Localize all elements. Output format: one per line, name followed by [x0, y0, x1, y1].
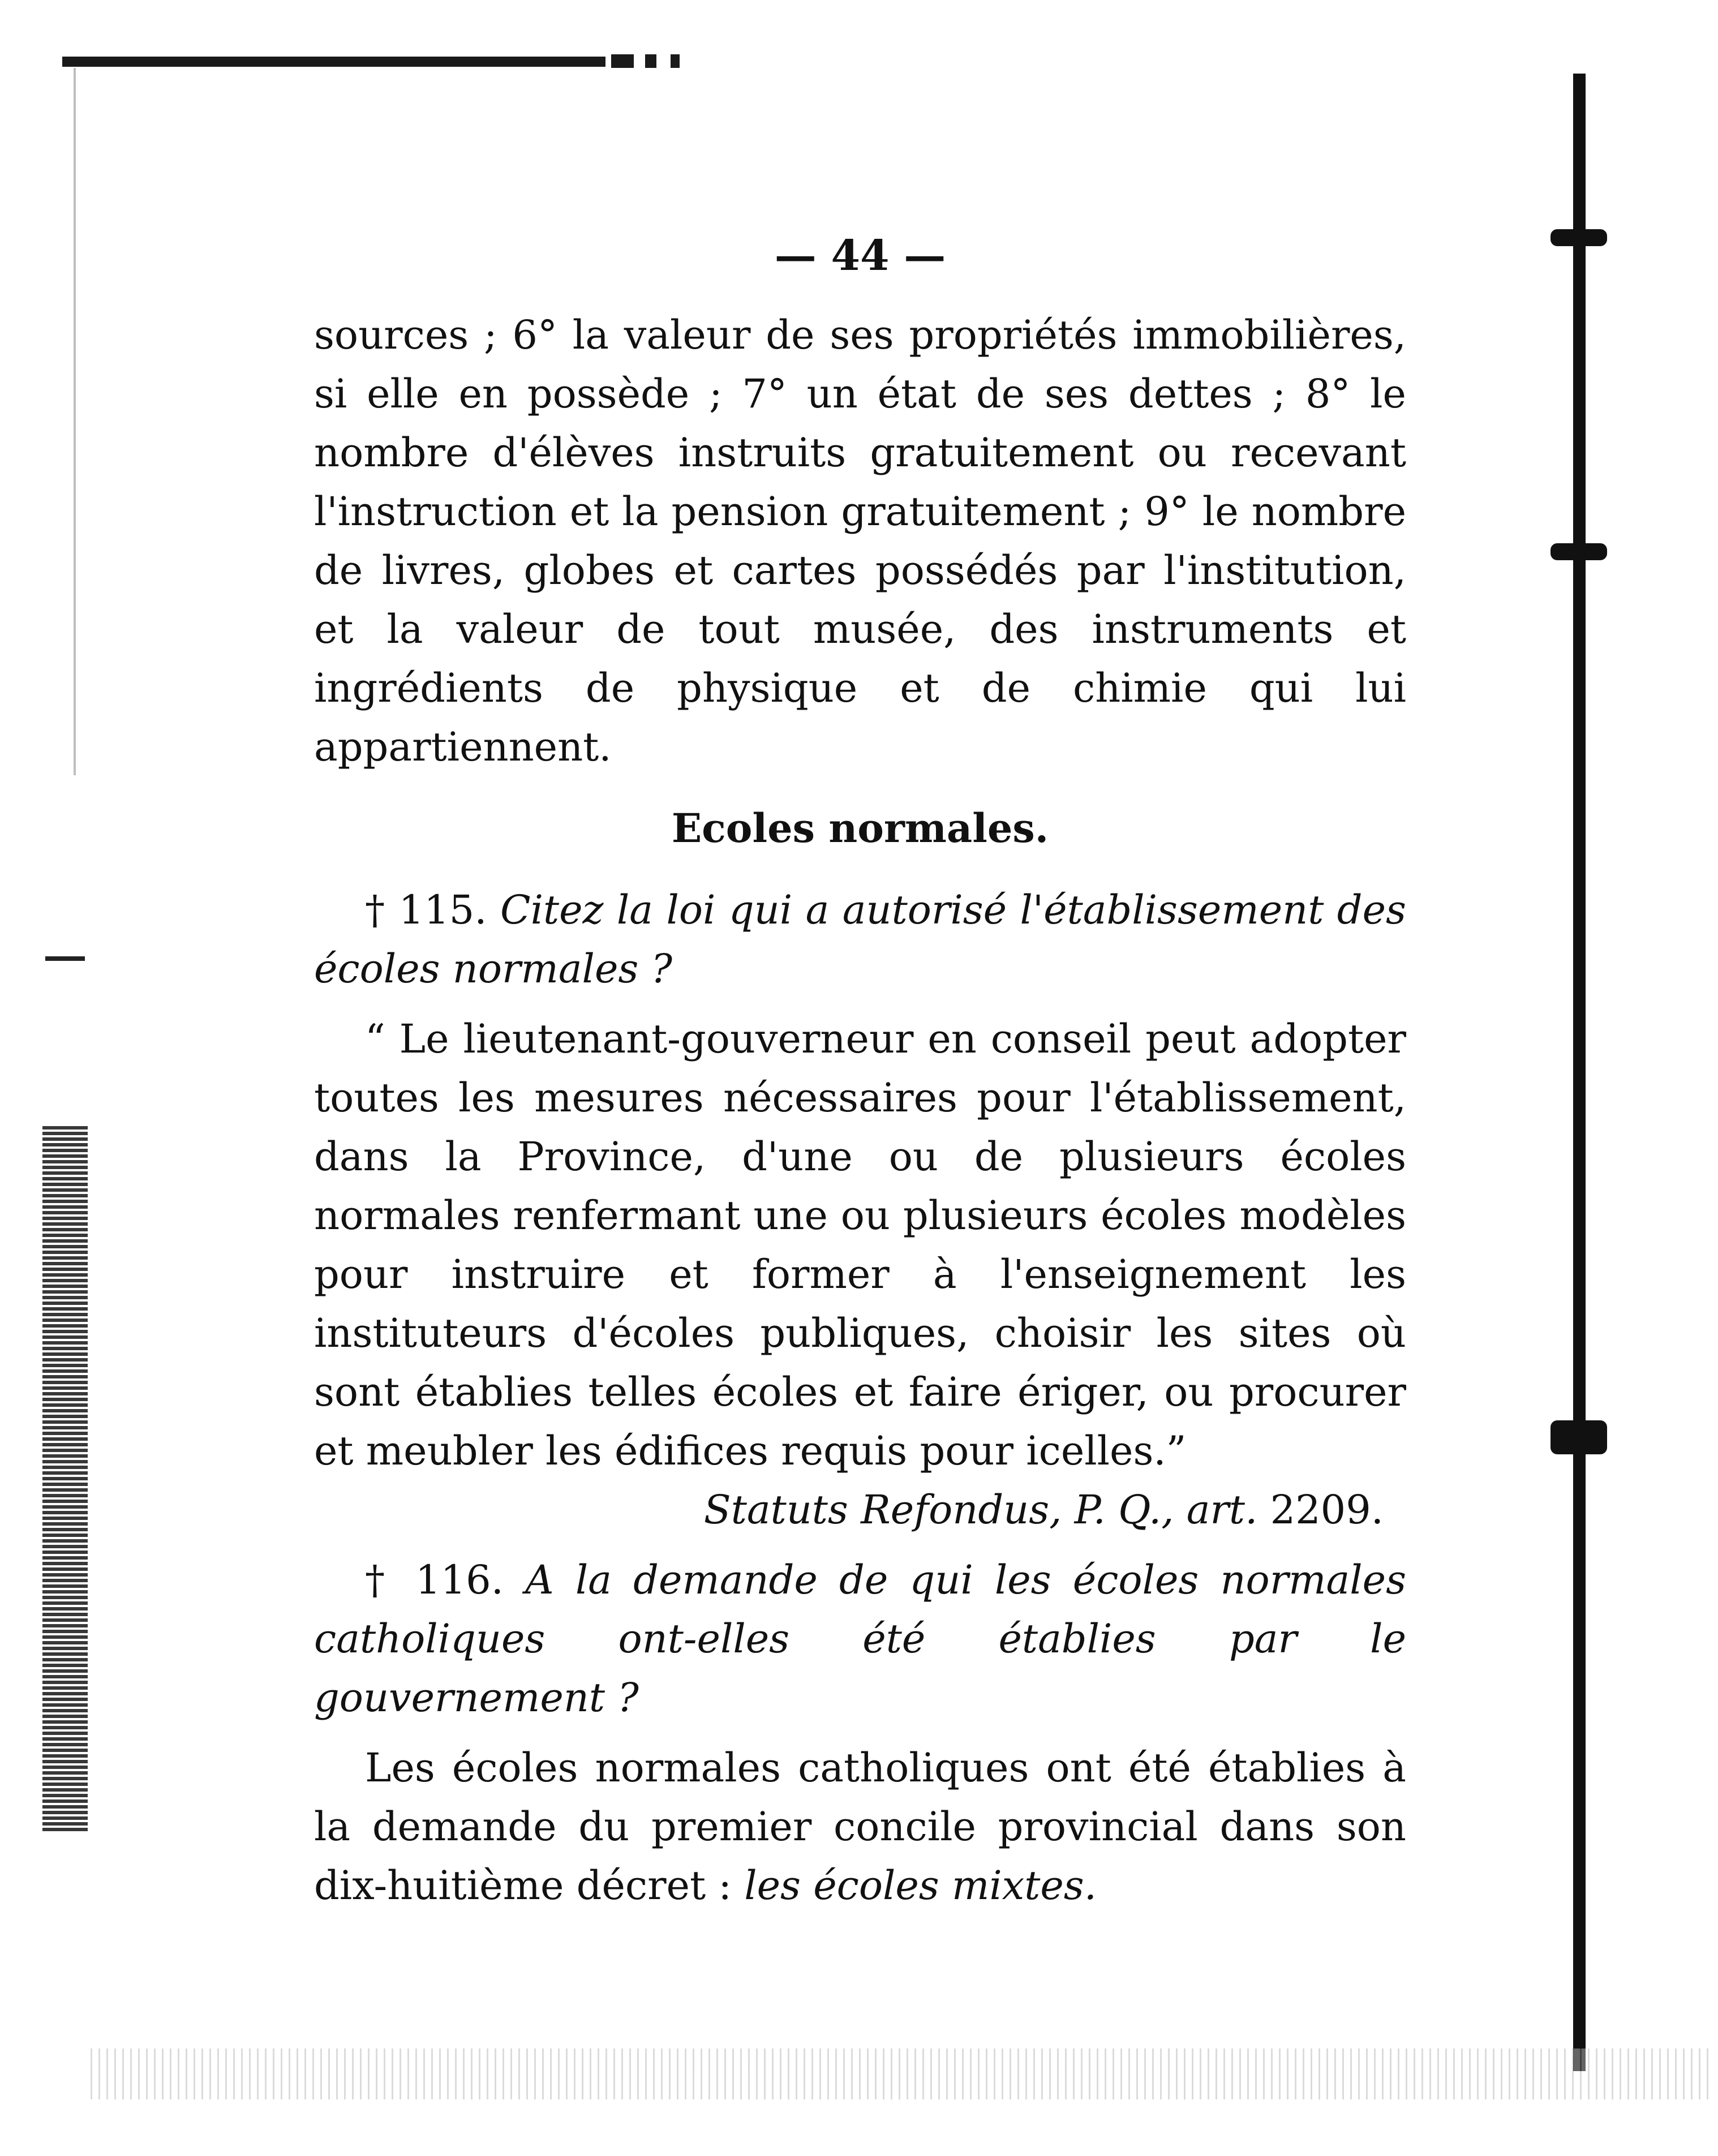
- scan-top-rule-dash: [671, 54, 680, 68]
- scan-top-rule: [62, 57, 605, 67]
- page-text: [314, 226, 1406, 1915]
- scan-left-margin-line: [74, 68, 76, 775]
- scan-top-rule-dash: [645, 54, 656, 68]
- question-115-marker: † 115.: [365, 887, 487, 933]
- scan-binding-knot: [1551, 543, 1607, 560]
- question-116: [314, 1551, 1406, 1727]
- scan-binding-knot: [1551, 229, 1607, 246]
- question-116-marker: † 116.: [365, 1557, 504, 1603]
- citation-source: Statuts Refondus, P. Q., art.: [703, 1487, 1258, 1533]
- continuation-paragraph: sources ; 6° la valeur de ses propriétés immobilières, si elle en possède ; 7° un état de ses dettes ; 8° le nombre d'élèves instruits gratuitement ou recevant l'instruction et la pension gratuitement ; 9° le nombre de livres, globes et cartes possédés par l'institution, et la valeur de tout musée, des instruments et ingrédients de physique et de chimie qui lui appartiennent.: [314, 312, 1406, 770]
- scan-bottom-noise: [91, 2048, 1709, 2099]
- answer-115-citation: [314, 1480, 1384, 1539]
- question-115-text: Citez la loi qui a autorisé l'établissement des écoles normales ?: [314, 887, 1406, 992]
- scan-top-rule-dash: [611, 54, 634, 68]
- answer-116-italic: les écoles mixtes.: [744, 1862, 1097, 1909]
- citation-number: 2209.: [1270, 1487, 1384, 1533]
- answer-116-text: Les écoles normales catholiques ont été établies à la demande du premier concile provincial dans son dix-huitième décret :: [314, 1745, 1406, 1909]
- scan-right-binding-thread: [1573, 74, 1586, 2071]
- answer-115-quote: “ Le lieutenant-gouverneur en conseil peut adopter toutes les mesures nécessaires pour l'établissement, dans la Province, d'une ou de plusieurs écoles normales renfermant une ou plusieurs écoles modèles pour instruire et former à l'enseignement les instituteurs d'écoles publiques, choisir les sites où sont établies telles écoles et faire ériger, ou procurer et meubler les édifices requis pour icelles.”: [314, 1016, 1406, 1474]
- scan-left-binding-mark: [45, 956, 85, 961]
- scan-left-binding: [42, 1126, 88, 1833]
- section-heading: Ecoles normales.: [671, 805, 1049, 852]
- page-number: — 44 —: [774, 231, 946, 280]
- answer-116: [314, 1738, 1406, 1915]
- scan-binding-knot: [1551, 1420, 1607, 1454]
- question-116-text: A la demande de qui les écoles normales catholiques ont-elles été établies par le gouvernement ?: [314, 1557, 1406, 1721]
- question-115: [314, 881, 1406, 998]
